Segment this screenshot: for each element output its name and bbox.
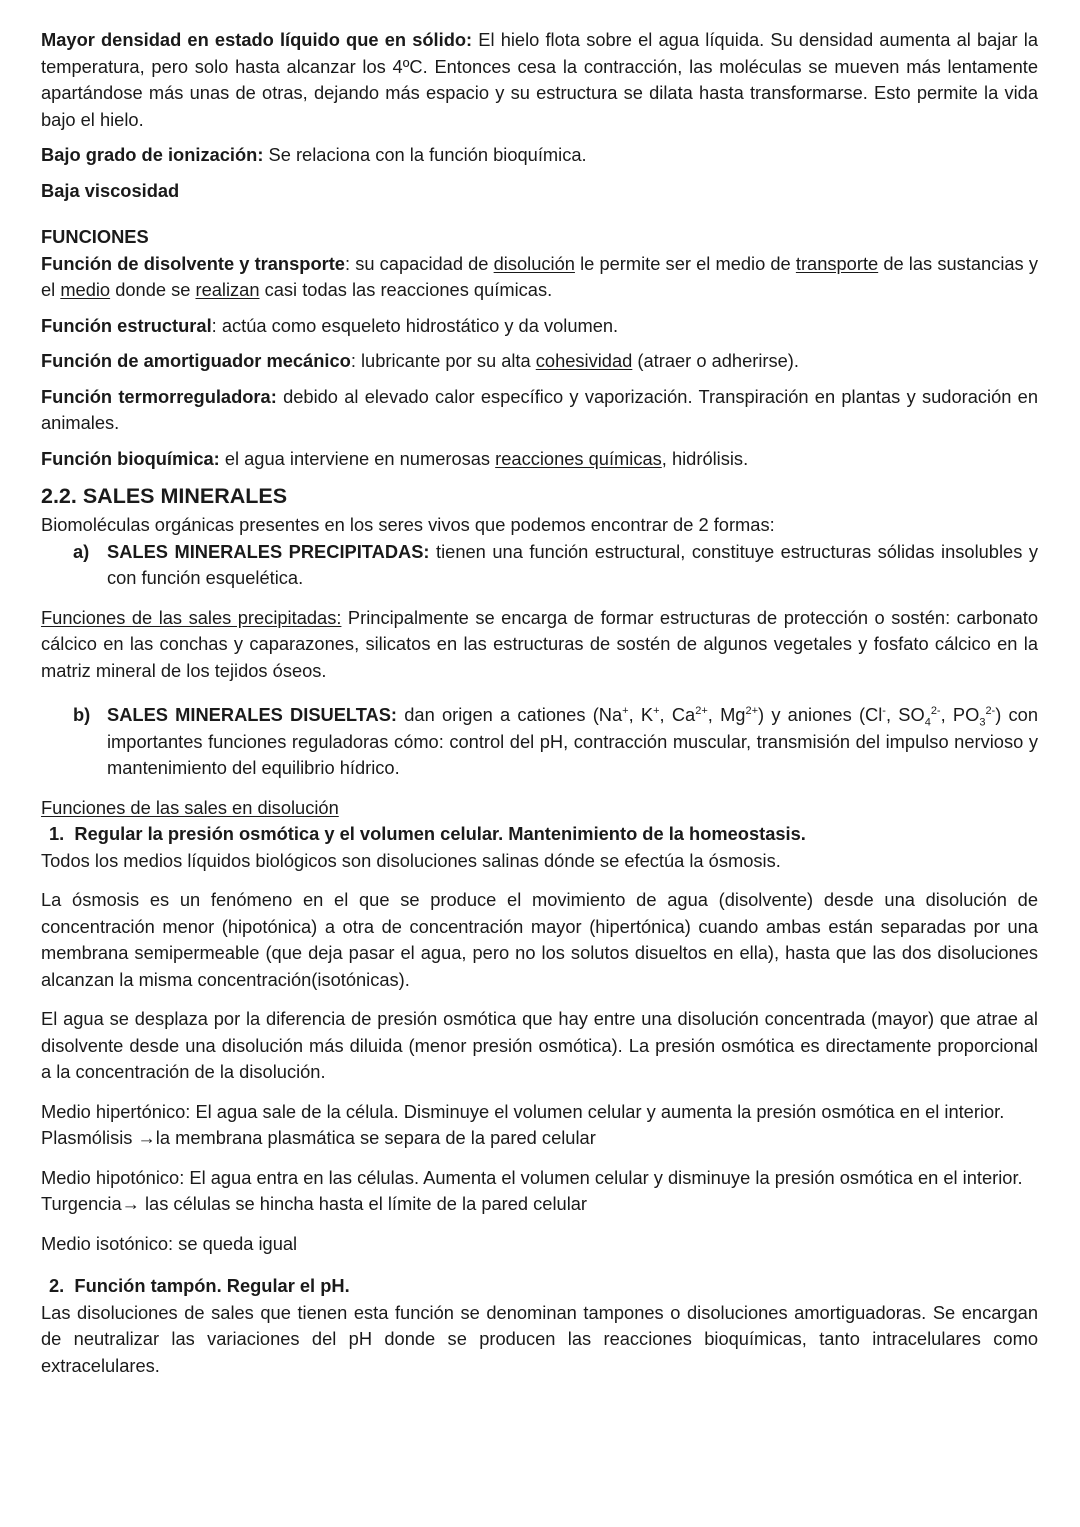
numbered-item-presion: 1. Regular la presión osmótica y el volumen celular. Mantenimiento de la homeostasis. bbox=[49, 823, 806, 844]
section-title-sales: 2.2. SALES MINERALES bbox=[41, 484, 288, 508]
paragraph-presion-osmotica: El agua se desplaza por la diferencia de presión osmótica que hay entre una disolución concentrada (mayor) que atrae al disolvente desde una disolución más diluida (menor presión osmótica). La presión osmótica es directamente proporcional a la concentración de la disolución. bbox=[41, 1008, 1038, 1082]
funcion-estructural: Función estructural: actúa como esqueleto hidrostático y da volumen. bbox=[41, 314, 619, 336]
paragraph-tampon: Las disoluciones de sales que tienen esta función se denominan tampones o disoluciones amortiguadoras. Se encargan de neutralizar las variaciones del pH donde se producen las reacciones bioquímicas, tanto intracelulares como extracelulares. bbox=[41, 1301, 1038, 1376]
paragraph-medios-liquidos: Todos los medios líquidos biológicos son disoluciones salinas dónde se efectúa la ósmosis. bbox=[41, 849, 781, 871]
numbered-item-tampon: 2. Función tampón. Regular el pH. bbox=[49, 1275, 350, 1296]
paragraph-hipotonico: Medio hipotónico: El agua entra en las células. Aumenta el volumen celular y disminuye la presión osmótica en el interior. bbox=[41, 1166, 1023, 1188]
funcion-amortiguador: Función de amortiguador mecánico: lubricante por su alta cohesividad (atraer o adherirse). bbox=[41, 350, 799, 371]
sales-intro: Biomoléculas orgánicas presentes en los seres vivos que podemos encontrar de 2 formas: bbox=[41, 514, 775, 535]
list-item-disueltas: b) SALES MINERALES DISUELTAS: dan origen a cationes (Na+, K+, $Ca^{2+}$, $Mg^{2+}$) y aniones (Cl-, $SO_4^{2-}$, $PO_3^{2-}$) con importantes funciones reguladoras cómo: control del pH, contracción muscular, transmisión del impulso nervioso y mantenimiento del equilibrio hídrico. bbox=[73, 704, 1039, 778]
funcion-termorreguladora: Función termorreguladora: debido al elevado calor específico y vaporización. Transpiración en plantas y sudoración en animales. bbox=[41, 385, 1038, 433]
paragraph-osmosis: La ósmosis es un fenómeno en el que se produce el movimiento de agua (disolvente) desde una disolución de concentración menor (hipotónica) a otra de concentración mayor (hipertónica) cuando ambas están separadas por una membrana semipermeable (que deja pasar el agua, pero no los solutos disueltos en ella), hasta que las dos disoluciones alcanzan la misma concentración(isotónicas). bbox=[41, 889, 1038, 990]
term-viscosidad: Baja viscosidad bbox=[41, 179, 180, 201]
document-page bbox=[41, 27, 1038, 1379]
paragraph-isotonico: Medio isotónico: se queda igual bbox=[41, 1232, 298, 1254]
funciones-precipitadas: Funciones de las sales precipitadas: Principalmente se encarga de formar estructuras de protección o sostén: carbonato cálcico en las conchas y caparazones, silicatos en las estructuras de sostén de algunos vegetales y fosfato cálcico en la matriz mineral de los tejidos óseos. bbox=[41, 606, 1038, 681]
list-item-precipitadas: a) SALES MINERALES PRECIPITADAS: tienen una función estructural, constituye estructuras sólidas insolubles y con función esquelética. bbox=[73, 540, 1039, 588]
paragraph-ionizacion: Bajo grado de ionización: Se relaciona con la función bioquímica. bbox=[41, 144, 587, 165]
paragraph-turgencia: Turgencia→ las células se hincha hasta el límite de la pared celular bbox=[41, 1193, 588, 1214]
paragraph-viscosidad bbox=[41, 178, 1038, 205]
paragraph-plasmolisis: Plasmólisis →la membrana plasmática se separa de la pared celular bbox=[41, 1127, 596, 1148]
paragraph-densidad: Mayor densidad en estado líquido que en sólido: El hielo flota sobre el agua líquida. Su densidad aumenta al bajar la temperatura, pero solo hasta alcanzar los 4ºC. Entonces cesa la contracción, las moléculas se mueven más lentamente apartándose más unas de otras, dejando más espacio y su estructura se dilata hasta transformarse. Esto permite la vida bajo el hielo. bbox=[41, 29, 1039, 130]
funcion-bioquimica: Función bioquímica: el agua interviene en numerosas reacciones químicas, hidrólisis. bbox=[41, 447, 749, 469]
term-densidad: Mayor densidad en estado líquido que en sólido: bbox=[41, 29, 473, 50]
funciones-disolucion-heading: Funciones de las sales en disolución bbox=[41, 796, 339, 818]
term-ionizacion: Bajo grado de ionización: bbox=[41, 144, 264, 165]
paragraph-hipertonico: Medio hipertónico: El agua sale de la célula. Disminuye el volumen celular y aumenta la presión osmótica en el interior. bbox=[41, 1100, 1005, 1122]
funciones-heading: FUNCIONES bbox=[41, 226, 149, 247]
funcion-disolvente: Función de disolvente y transporte: su capacidad de disolución le permite ser el medio de transporte de las sustancias y el medio donde se realizan casi todas las reacciones químicas. bbox=[41, 252, 1038, 300]
